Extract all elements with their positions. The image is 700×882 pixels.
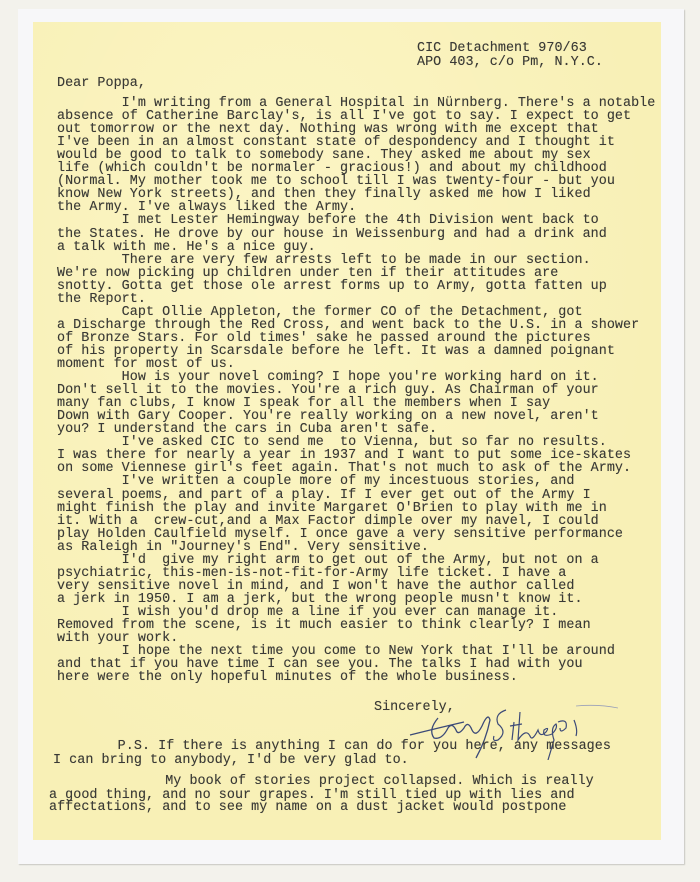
body-line: very sensitive novel in mind, and I won't have the author called: [57, 578, 575, 594]
closing: Sincerely,: [374, 700, 455, 715]
body-line: life (which couldn't be normaler - gracious!) and about my childhood: [57, 161, 607, 177]
body-line: I met Lester Hemingway before the 4th Division went back to: [57, 213, 599, 229]
body-line: I've written a couple more of my incestuous stories, and: [57, 474, 575, 490]
address-line-1: CIC Detachment 970/63: [417, 41, 587, 56]
salutation: Dear Poppa,: [57, 76, 146, 91]
body-line: Capt Ollie Appleton, the former CO of the Detachment, got: [57, 304, 583, 320]
body-line: I've asked CIC to send me to Vienna, but so far no results.: [57, 435, 607, 451]
body-line: the Report.: [57, 291, 146, 307]
address-line-2: APO 403, c/o Pm, N.Y.C.: [417, 55, 603, 70]
body-line: play Holden Caulfield myself. I once gave a very sensitive performance: [57, 526, 623, 542]
body-line: might finish the play and invite Margaret O'Brien to play with me in: [57, 500, 607, 516]
body-line: of Bronze Stars. For old times' sake he passed around the pictures: [57, 330, 591, 346]
ps2-line: My book of stories project collapsed. Which is really: [52, 774, 594, 789]
body-line: (Normal. My mother took me to school till I was twenty-four - but you: [57, 174, 615, 190]
ps-line: P.S. If there is anything I can do for you here, any messages: [53, 739, 611, 754]
body-line: I hope the next time you come to New York that I'll be around: [57, 644, 615, 660]
body-line: the States. He drove by our house in Weissenburg and had a drink and: [57, 226, 607, 242]
body-line: We're now picking up children under ten if their attitudes are: [57, 265, 559, 281]
body-line: Down with Gary Cooper. You're really working on a new novel, aren't: [57, 409, 599, 425]
body-line: snotty. Gotta get those ole arrest forms up to Army, gotta fatten up: [57, 278, 607, 294]
body-line: moment for most of us.: [57, 357, 235, 372]
body-line: Don't sell it to the movies. You're a rich guy. As Chairman of your: [57, 383, 599, 399]
body-line: I was there for nearly a year in 1937 and I want to put some ice-skates: [57, 448, 632, 464]
body-line: you? I understand the cars in Cuba aren't safe.: [57, 422, 438, 438]
ps2-line: affectations, and to see my name on a dust jacket would postpone: [49, 800, 567, 815]
body-line: I'd give my right arm to get out of the Army, but not on a: [57, 552, 599, 568]
body-line: know New York streets), and then they finally asked me how I liked: [57, 187, 591, 203]
body-line: as Raleigh in "Journey's End". Very sensitive.: [57, 539, 429, 555]
body-line: Removed from the scene, is it much easier to think clearly? I mean: [57, 618, 591, 633]
body-line: psychiatric, this-men-is-not-fit-for-Army life ticket. I have a: [57, 565, 567, 581]
body-line: out tomorrow or the next day. Nothing was wrong with me except that: [57, 122, 599, 138]
body-line: on some Viennese girl's feet again. That's not much to ask of the Army.: [57, 461, 632, 477]
body-line: There are very few arrests left to be made in our section.: [57, 252, 591, 268]
body-line: many fan clubs, I know I speak for all the members when I say: [57, 396, 551, 412]
body-line: How is your novel coming? I hope you're working hard on it.: [57, 370, 599, 386]
ps-line: I can bring to anybody, I'd be very glad to.: [53, 753, 409, 768]
body-line: I've been in an almost constant state of despondency and I thought it: [57, 135, 615, 151]
body-line: a Discharge through the Red Cross, and went back to the U.S. in a shower: [57, 317, 640, 333]
body-line: a talk with me. He's a nice guy.: [57, 239, 316, 255]
ps2-line: a good thing, and no sour grapes. I'm still tied up with lies and: [49, 788, 575, 803]
body-line: a jerk in 1950. I am a jerk, but the wrong people musn't know it.: [57, 591, 583, 607]
body-line: absence of Catherine Barclay's, is all I've got to say. I expect to get: [57, 109, 632, 125]
body-line: and that if you have time I can see you. The talks I had with you: [57, 657, 583, 673]
body-line: I'm writing from a General Hospital in Nürnberg. There's a notable: [57, 96, 656, 111]
body-line: with your work.: [57, 631, 179, 647]
body-line: the Army. I've always liked the Army.: [57, 200, 357, 216]
body-line: several poems, and part of a play. If I ever get out of the Army I: [57, 487, 591, 503]
body-line: here were the only hopeful minutes of the whole business.: [57, 670, 518, 686]
body-line: I wish you'd drop me a line if you ever can manage it.: [57, 604, 559, 620]
body-line: it. With a crew-cut,and a Max Factor dimple over my navel, I could: [57, 513, 599, 529]
body-line: of his property in Scarsdale before he left. It was a damned poignant: [57, 343, 615, 359]
body-line: would be good to talk to somebody sane. They asked me about my sex: [57, 148, 591, 164]
